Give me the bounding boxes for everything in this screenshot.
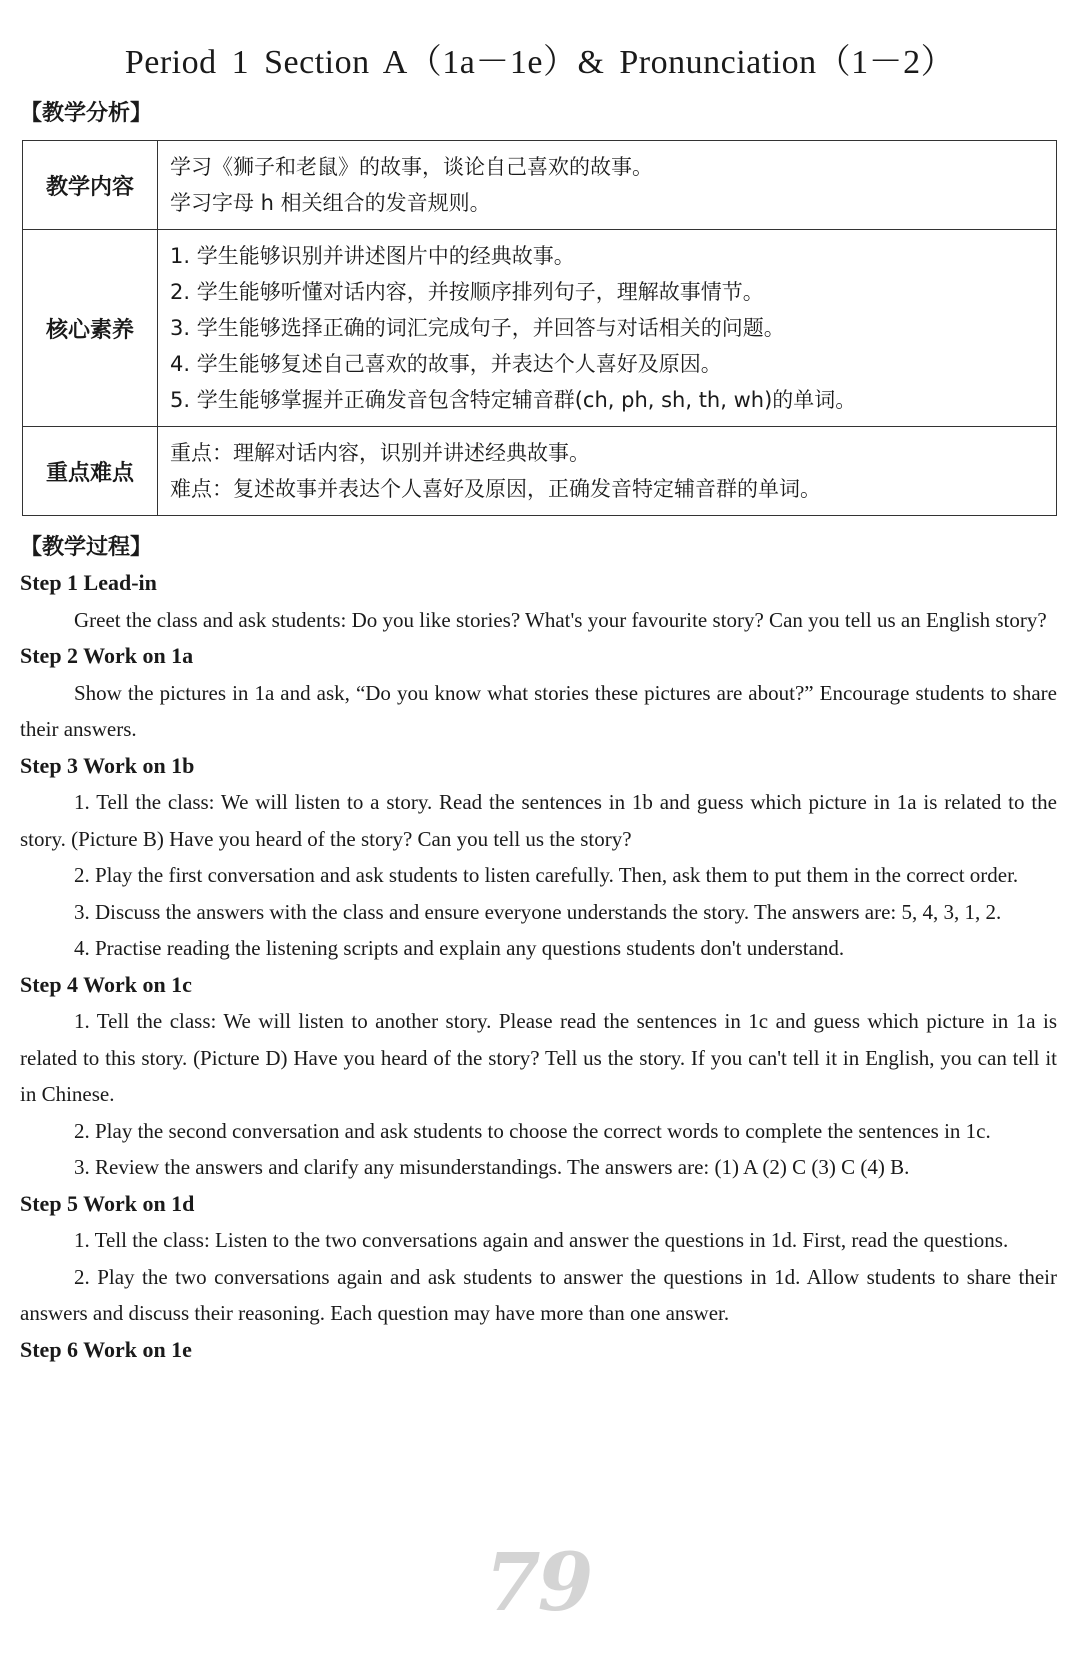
analysis-line: 5. 学生能够掌握并正确发音包含特定辅音群(ch, ph, sh, th, wh)的单词。 (170, 388, 857, 412)
step-title: Step 4 Work on 1c (20, 971, 192, 997)
analysis-cell-content (158, 141, 1057, 230)
page-number: 79 (485, 1535, 591, 1629)
step-paragraph: 1. Tell the class: We will listen to a story. Read the sentences in 1b and guess which picture in 1a is related to the story. (Picture B) Have you heard of the story? Can you tell us the story? (20, 790, 1057, 851)
step-paragraph: 4. Practise reading the listening scripts and explain any questions students don't understand. (74, 936, 845, 960)
analysis-line: 难点：复述故事并表达个人喜好及原因，正确发音特定辅音群的单词。 (170, 477, 821, 501)
page-title: Period 1 Section A（1a－1e）& Pronunciation（1－2） (124, 44, 956, 81)
step-paragraph: 3. Discuss the answers with the class and ensure everyone understands the story. The answers are: 5, 4, 3, 1, 2. (74, 899, 1002, 924)
step-paragraph: 3. Review the answers and clarify any misunderstandings. The answers are: (1) A (2) C (3) C (4) B. (74, 1155, 910, 1179)
teaching-process (20, 565, 1057, 1368)
analysis-row-focus (23, 427, 1057, 516)
step-paragraph: Show the pictures in 1a and ask, “Do you know what stories these pictures are about?” Encourage students to share their answers. (20, 680, 1057, 741)
analysis-line: 2. 学生能够听懂对话内容，并按顺序排列句子，理解故事情节。 (170, 280, 764, 304)
analysis-heading: 【教学分析】 (20, 101, 153, 126)
step-paragraph: 2. Play the second conversation and ask students to choose the correct words to complete the sentences in 1c. (74, 1118, 991, 1143)
analysis-line: 1. 学生能够识别并讲述图片中的经典故事。 (170, 244, 575, 268)
step-paragraph: Greet the class and ask students: Do you like stories? What's your favourite story? Can you tell us an English story? (74, 607, 1047, 632)
analysis-label-focus: 重点难点 (23, 427, 158, 516)
analysis-row-competency (23, 230, 1057, 427)
step-title: Step 5 Work on 1d (20, 1190, 195, 1216)
analysis-label-competency: 核心素养 (23, 230, 158, 427)
step-paragraph: 2. Play the two conversations again and ask students to answer the questions in 1d. Allow students to share their answers and discuss their reasoning. Each question may have more than one answer. (20, 1264, 1057, 1325)
step-title: Step 3 Work on 1b (20, 752, 195, 778)
analysis-line: 学习字母 h 相关组合的发音规则。 (170, 191, 491, 215)
process-heading: 【教学过程】 (20, 535, 153, 560)
step-title: Step 2 Work on 1a (20, 643, 194, 668)
analysis-line: 4. 学生能够复述自己喜欢的故事，并表达个人喜好及原因。 (170, 352, 722, 376)
step-paragraph: 2. Play the first conversation and ask students to listen carefully. Then, ask them to put them in the correct order. (74, 863, 1019, 887)
analysis-line: 3. 学生能够选择正确的词汇完成句子，并回答与对话相关的问题。 (170, 316, 785, 340)
analysis-table (22, 140, 1057, 516)
analysis-row-content (23, 141, 1057, 230)
analysis-cell-focus (158, 427, 1057, 516)
step-title: Step 6 Work on 1e (20, 1336, 192, 1362)
analysis-label-content: 教学内容 (23, 141, 158, 230)
step-title: Step 1 Lead-in (20, 570, 157, 595)
step-paragraph: 1. Tell the class: We will listen to another story. Please read the sentences in 1c and guess which picture in 1a is related to this story. (Picture D) Have you heard of the story? Tell us the story. If you can't tell it in English, you can tell it in Chinese. (20, 1009, 1057, 1106)
analysis-line: 学习《狮子和老鼠》的故事，谈论自己喜欢的故事。 (170, 155, 653, 179)
analysis-cell-competency (158, 230, 1057, 427)
analysis-line: 重点：理解对话内容，识别并讲述经典故事。 (170, 441, 590, 465)
step-paragraph: 1. Tell the class: Listen to the two conversations again and answer the questions in 1d. First, read the questions. (74, 1228, 1009, 1252)
